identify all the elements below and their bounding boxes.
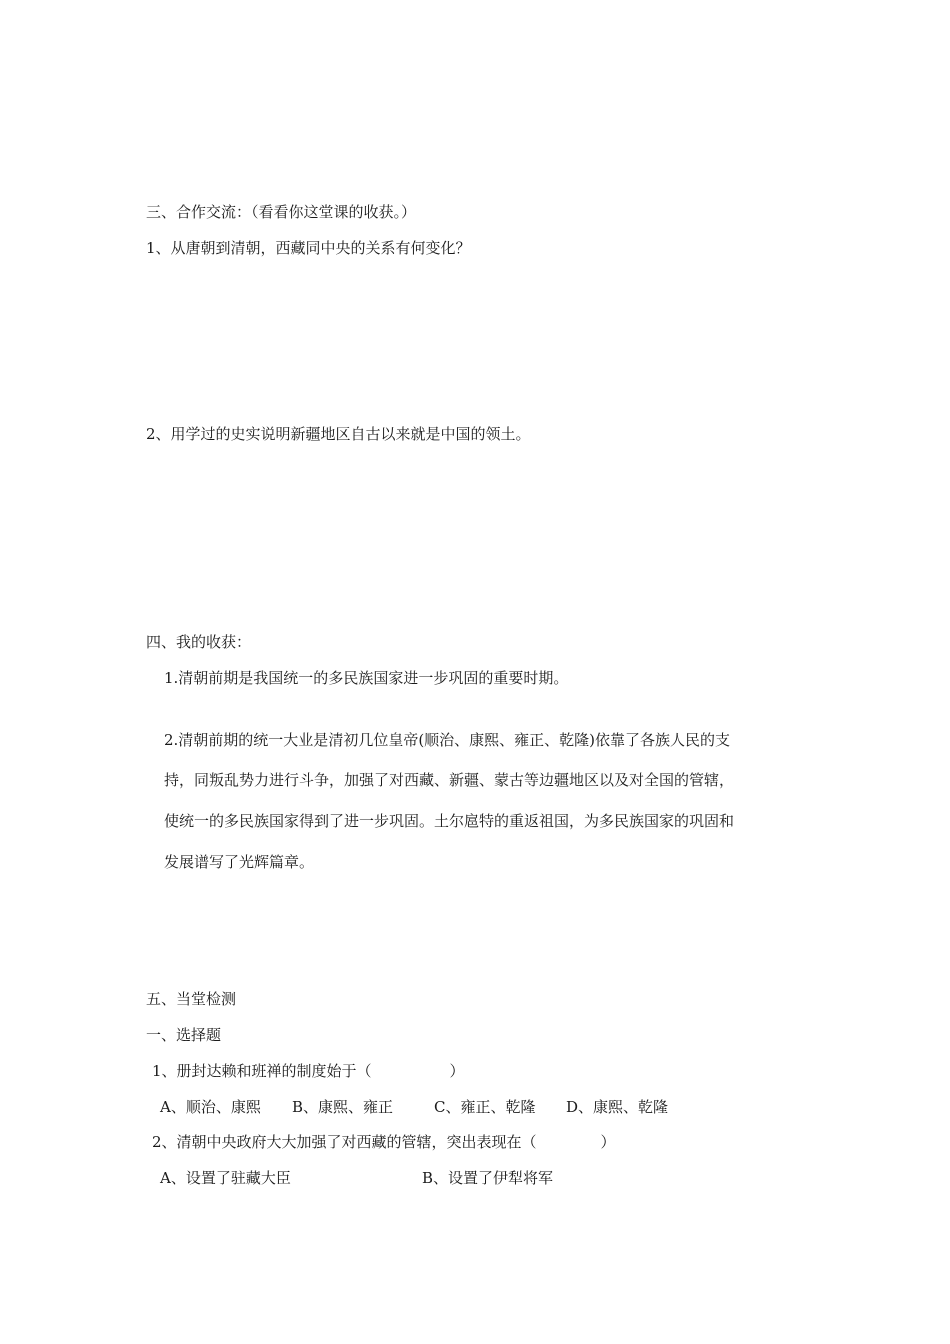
- option-c: C、雍正、乾隆: [434, 1098, 536, 1116]
- section3-question-1: 1、从唐朝到清朝，西藏同中央的关系有何变化？: [146, 239, 471, 257]
- question-2-close: ）: [600, 1133, 616, 1151]
- section5-subheading: 一、选择题: [146, 1026, 222, 1044]
- section4-point-2-line-4: 发展谱写了光辉篇章。: [164, 853, 315, 871]
- section3-question-2: 2、用学过的史实说明新疆地区自古以来就是中国的领土。: [146, 425, 531, 443]
- question-1-stem-text: 1、册封达赖和班禅的制度始于（: [152, 1062, 372, 1080]
- option-d: D、康熙、乾隆: [566, 1098, 669, 1116]
- question-1-stem: [152, 1061, 465, 1081]
- section3-heading: 三、合作交流：（看看你这堂课的收获。）: [146, 203, 417, 221]
- question-1-close: ）: [449, 1062, 465, 1080]
- section4-point-2-line-1: 2.清朝前期的统一大业是清初几位皇帝(顺治、康熙、雍正、乾隆)依靠了各族人民的支: [164, 731, 731, 749]
- question-2-stem: [152, 1132, 616, 1152]
- option-a: A、设置了驻藏大臣: [160, 1169, 291, 1187]
- question-2-stem-text: 2、清朝中央政府大大加强了对西藏的管辖，突出表现在（: [152, 1133, 537, 1151]
- section4-point-2-line-2: 持，同叛乱势力进行斗争，加强了对西藏、新疆、蒙古等边疆地区以及对全国的管辖，: [164, 771, 735, 789]
- section5-heading: 五、当堂检测: [146, 990, 237, 1008]
- option-b: B、康熙、雍正: [292, 1098, 394, 1116]
- question-1-options: [160, 1097, 668, 1117]
- option-b: B、设置了伊犁将军: [422, 1169, 554, 1187]
- section4-heading: 四、我的收获：: [146, 633, 252, 651]
- question-2-options: [160, 1168, 553, 1188]
- section4-point-2-line-3: 使统一的多民族国家得到了进一步巩固。土尔扈特的重返祖国，为多民族国家的巩固和: [164, 812, 735, 830]
- section4-point-1: 1.清朝前期是我国统一的多民族国家进一步巩固的重要时期。: [164, 669, 569, 687]
- option-a: A、顺治、康熙: [160, 1098, 261, 1116]
